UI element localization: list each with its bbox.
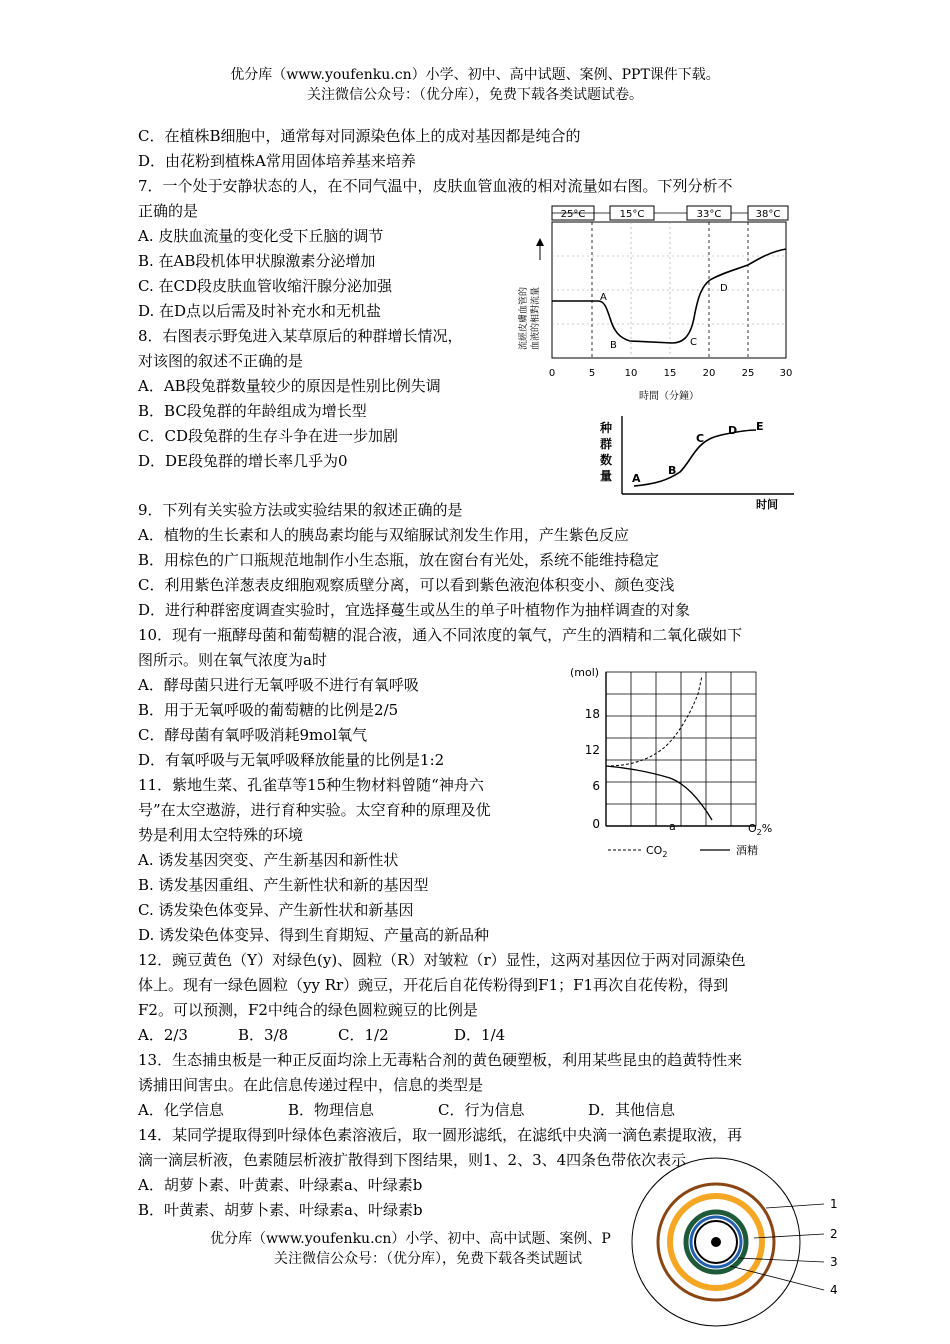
q9-option-b: B．用棕色的广口瓶规范地制作小生态瓶，放在窗台有光处，系统不能维持稳定 [138, 551, 660, 569]
q12-option-c: C．1/2 [338, 1026, 389, 1044]
co2-curve [606, 676, 702, 766]
x-tick-15: 15 [663, 368, 677, 379]
q11-option-d: D. 诱发染色体变异、得到生育期短、产量高的新品种 [138, 926, 490, 944]
blood-flow-figure [512, 200, 802, 410]
pop-point-c: C [696, 432, 705, 445]
q13-option-c: C．行为信息 [438, 1101, 525, 1119]
center-spot [711, 1237, 721, 1247]
q10-option-d: D．有氧呼吸与无氧呼吸释放能量的比例是1:2 [138, 751, 445, 769]
pop-ylabel-1: 种 [600, 421, 613, 435]
x-tick-0: 0 [548, 368, 556, 379]
q11-stem-2: 号”在太空遨游，进行育种实验。太空育种的原理及优 [138, 801, 491, 819]
q11-stem-3: 势是利用太空特殊的环境 [138, 826, 304, 844]
q11-stem-1: 11．紫地生菜、孔雀草等15种生物材料曾随“神舟六 [138, 776, 484, 794]
resp-unit: (mol) [570, 666, 600, 679]
point-d: D [720, 283, 728, 294]
q12-option-d: D．1/4 [454, 1026, 506, 1044]
resp-xmark-a: a [669, 820, 676, 833]
q10-stem-2: 图所示。则在氧气浓度为a时 [138, 651, 327, 669]
q6-option-c: C．在植株B细胞中，通常每对同源染色体上的成对基因都是纯合的 [138, 127, 581, 145]
q7-stem-1: 7．一个处于安静状态的人，在不同气温中，皮肤血管血液的相对流量如右图。下列分析不 [138, 177, 733, 195]
q8-option-c: C．CD段兔群的生存斗争在进一步加剧 [138, 427, 398, 445]
q14-option-a: A．胡萝卜素、叶黄素、叶绿素a、叶绿素b [138, 1176, 423, 1194]
q10-option-c: C．酵母菌有氧呼吸消耗9mol氧气 [138, 726, 368, 744]
pop-point-d: D [728, 424, 738, 437]
q7-option-b: B. 在AB段机体甲状腺激素分泌增加 [138, 252, 376, 270]
population-figure [596, 412, 801, 512]
q13-option-b: B．物理信息 [288, 1101, 375, 1119]
q14-option-b: B．叶黄素、胡萝卜素、叶绿素a、叶绿素b [138, 1201, 423, 1219]
x-tick-30: 30 [779, 368, 793, 379]
ring-label-2: 2 [830, 1227, 838, 1241]
q9-stem: 9．下列有关实验方法或实验结果的叙述正确的是 [138, 501, 463, 519]
q8-stem-2: 对该图的叙述不正确的是 [138, 352, 304, 370]
q11-option-b: B. 诱发基因重组、产生新性状和新的基因型 [138, 876, 429, 894]
x-axis-label: 時間（分鐘） [639, 391, 699, 402]
pop-point-a: A [632, 472, 641, 485]
q12-option-a: A．2/3 [138, 1026, 188, 1044]
temp-label-3: 33°C [696, 209, 722, 220]
resp-ytick-12: 12 [584, 743, 600, 757]
q6-option-d: D．由花粉到植株A常用固体培养基来培养 [138, 152, 416, 170]
legend-co2: $CO_2$ [646, 844, 668, 859]
y-axis-label-1: 流經皮膚血管的 [519, 286, 529, 350]
resp-xlabel: $O_2\%$ [748, 822, 773, 837]
temp-label-4: 38°C [755, 209, 781, 220]
point-c: C [690, 337, 697, 348]
q9-option-c: C．利用紫色洋葱表皮细胞观察质壁分离，可以看到紫色液泡体积变小、颜色变浅 [138, 576, 675, 594]
q13-option-d: D．其他信息 [588, 1101, 676, 1119]
x-tick-20: 20 [702, 368, 716, 379]
q13-option-a: A．化学信息 [138, 1101, 224, 1119]
temp-label-2: 15°C [619, 209, 645, 220]
q10-option-b: B．用于无氧呼吸的葡萄糖的比例是2/5 [138, 701, 399, 719]
pop-ylabel-3: 数 [600, 453, 613, 467]
x-tick-10: 10 [624, 368, 638, 379]
q13-stem-2: 诱捕田间害虫。在此信息传递过程中，信息的类型是 [138, 1076, 484, 1094]
q11-option-c: C. 诱发染色体变异、产生新性状和新基因 [138, 901, 414, 919]
alcohol-curve [606, 766, 712, 820]
q12-option-b: B．3/8 [238, 1026, 289, 1044]
header-line-1: 优分库（www.youfenku.cn）小学、初中、高中试题、案例、PPT课件下载。 [230, 67, 720, 83]
ring-label-1: 1 [830, 1197, 838, 1211]
q7-option-a: A. 皮肤血流量的变化受下丘脑的调节 [138, 227, 384, 245]
q12-options [138, 1025, 505, 1045]
legend-alcohol: 酒精 [736, 844, 758, 857]
respiration-figure [560, 660, 780, 860]
q8-option-d: D．DE段兔群的增长率几乎为0 [138, 452, 348, 470]
x-tick-5: 5 [588, 368, 596, 379]
pop-ylabel-4: 量 [600, 469, 613, 483]
temp-label-1: 25°C [560, 209, 586, 220]
ring-label-3: 3 [830, 1255, 838, 1269]
resp-ytick-18: 18 [584, 707, 600, 721]
y-axis-label-2: 血液的相對流量 [531, 286, 541, 350]
q12-stem-2: 体上。现有一绿色圆粒（yy Rr）豌豆，开花后自花传粉得到F1；F1再次自花传粉，得到 [138, 976, 729, 994]
point-a: A [600, 292, 607, 303]
x-tick-25: 25 [741, 368, 755, 379]
q9-option-a: A．植物的生长素和人的胰岛素均能与双缩脲试剂发生作用，产生紫色反应 [138, 526, 629, 544]
resp-ytick-6: 6 [592, 779, 600, 793]
q13-options [138, 1100, 675, 1120]
pop-point-b: B [668, 464, 677, 477]
q10-option-a: A．酵母菌只进行无氧呼吸不进行有氧呼吸 [138, 676, 419, 694]
q7-option-d: D. 在D点以后需及时补充水和无机盐 [138, 302, 382, 320]
q12-stem-3: F2。可以预测，F2中纯合的绿色圆粒豌豆的比例是 [138, 1001, 478, 1019]
q10-stem-1: 10．现有一瓶酵母菌和葡萄糖的混合液，通入不同浓度的氧气，产生的酒精和二氧化碳如下 [138, 626, 743, 644]
q14-stem-2: 滴一滴层析液，色素随层析液扩散得到下图结果，则1、2、3、4四条色带依次表示 [138, 1151, 687, 1169]
pop-xlabel: 时间 [756, 498, 778, 511]
resp-ytick-0: 0 [592, 817, 600, 831]
point-b: B [610, 340, 617, 351]
ring-label-4: 4 [830, 1283, 838, 1297]
footer-line-1: 优分库（www.youfenku.cn）小学、初中、高中试题、案例、P [210, 1231, 611, 1247]
q7-option-c: C. 在CD段皮肤血管收缩汗腺分泌加强 [138, 277, 392, 295]
pop-ylabel-2: 群 [600, 437, 613, 451]
pop-curve [634, 430, 756, 486]
q8-stem-1: 8．右图表示野兔进入某草原后的种群增长情况， [138, 327, 463, 345]
header-line-2: 关注微信公众号：（优分库），免费下载各类试题试卷。 [307, 87, 643, 103]
q12-stem-1: 12．豌豆黄色（Y）对绿色(y)、圆粒（R）对皱粒（r）显性，这两对基因位于两对同源染色 [138, 951, 746, 969]
q13-stem-1: 13．生态捕虫板是一种正反面均涂上无毒粘合剂的黄色硬塑板，利用某些昆虫的趋黄特性来 [138, 1051, 743, 1069]
chromatography-figure [630, 1150, 850, 1344]
footer-line-2: 关注微信公众号：（优分库），免费下载各类试题试 [274, 1251, 582, 1267]
q9-option-d: D．进行种群密度调查实验时，宜选择蔓生或丛生的单子叶植物作为抽样调查的对象 [138, 601, 691, 619]
q8-option-b: B．BC段兔群的年龄组成为增长型 [138, 402, 367, 420]
pop-point-e: E [756, 420, 764, 433]
q11-option-a: A. 诱发基因突变、产生新基因和新性状 [138, 851, 399, 869]
q14-stem-1: 14．某同学提取得到叶绿体色素溶液后，取一圆形滤纸，在滤纸中央滴一滴色素提取液，再 [138, 1126, 743, 1144]
q8-option-a: A．AB段兔群数量较少的原因是性别比例失调 [138, 377, 441, 395]
q7-stem-2: 正确的是 [138, 202, 199, 220]
